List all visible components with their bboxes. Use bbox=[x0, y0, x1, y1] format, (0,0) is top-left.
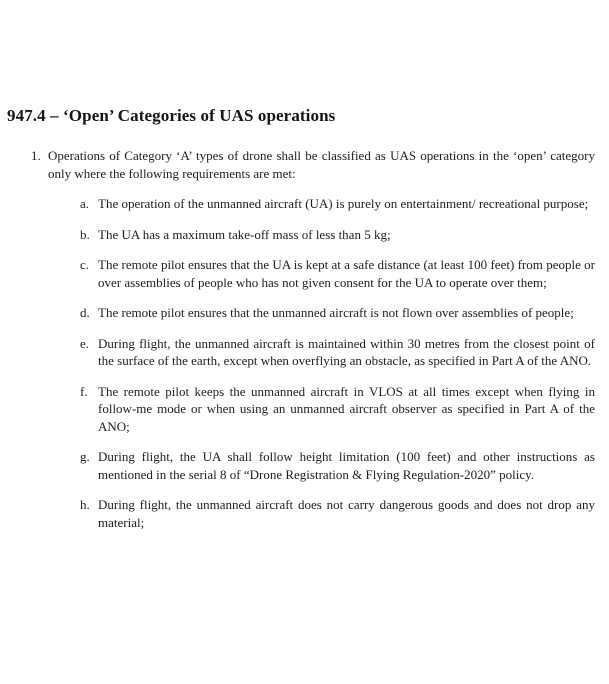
list-subitem-b-letter: b. bbox=[80, 226, 90, 242]
list-item-1-text: Operations of Category ‘A’ types of drone shall be classified as UAS operations in the ‘open’ category only where the following requirements are met: bbox=[48, 148, 595, 181]
list-subitem-b bbox=[80, 226, 595, 244]
list-subitem-a bbox=[80, 195, 595, 213]
list-subitem-g-letter: g. bbox=[80, 449, 90, 464]
list-subitem-h-text: During flight, the unmanned aircraft does not carry dangerous goods and does not drop any material; bbox=[98, 497, 595, 530]
list-subitem-f bbox=[80, 383, 595, 436]
list-subitem-e bbox=[80, 335, 595, 370]
list-subitem-f-letter: f. bbox=[80, 383, 88, 399]
list-subitem-g bbox=[80, 448, 595, 483]
list-subitem-h-letter: h. bbox=[80, 497, 90, 512]
list-subitem-d-letter: d. bbox=[80, 305, 90, 320]
list-subitem-g-text: During flight, the UA shall follow height limitation (100 feet) and other instructions as mentioned in the serial 8 of “Drone Registration & Flying Regulation-2020” policy. bbox=[98, 449, 595, 482]
section-heading: 947.4 – ‘Open’ Categories of UAS operations bbox=[7, 106, 336, 125]
list-subitem-e-text: During flight, the unmanned aircraft is maintained within 30 metres from the closest point of the surface of the earth, except when overflying an obstacle, as specified in Part A of the ANO. bbox=[98, 335, 595, 368]
list-subitem-a-text: The operation of the unmanned aircraft (UA) is purely on entertainment/ recreational purpose; bbox=[98, 196, 589, 211]
list-subitem-c bbox=[80, 256, 595, 291]
list-subitem-c-letter: c. bbox=[80, 257, 90, 272]
list-subitem-e-letter: e. bbox=[80, 335, 90, 351]
list-subitem-d bbox=[80, 304, 595, 322]
list-item-1 bbox=[31, 147, 595, 182]
list-subitem-c-text: The remote pilot ensures that the UA is kept at a safe distance (at least 100 feet) from people or over assemblies of people who has not given consent for the UA to operate over them; bbox=[98, 257, 595, 290]
list-subitem-d-text: The remote pilot ensures that the unmanned aircraft is not flown over assemblies of people; bbox=[98, 305, 574, 320]
list-subitem-a-letter: a. bbox=[80, 196, 90, 211]
list-item-1-number: 1. bbox=[31, 148, 41, 163]
list-subitem-h bbox=[80, 496, 595, 531]
list-subitem-f-text: The remote pilot keeps the unmanned aircraft in VLOS at all times except when flying in follow-me mode or when using an unmanned aircraft observer as specified in Part A of the ANO; bbox=[98, 383, 595, 434]
list-subitem-b-text: The UA has a maximum take-off mass of less than 5 kg; bbox=[98, 226, 391, 242]
